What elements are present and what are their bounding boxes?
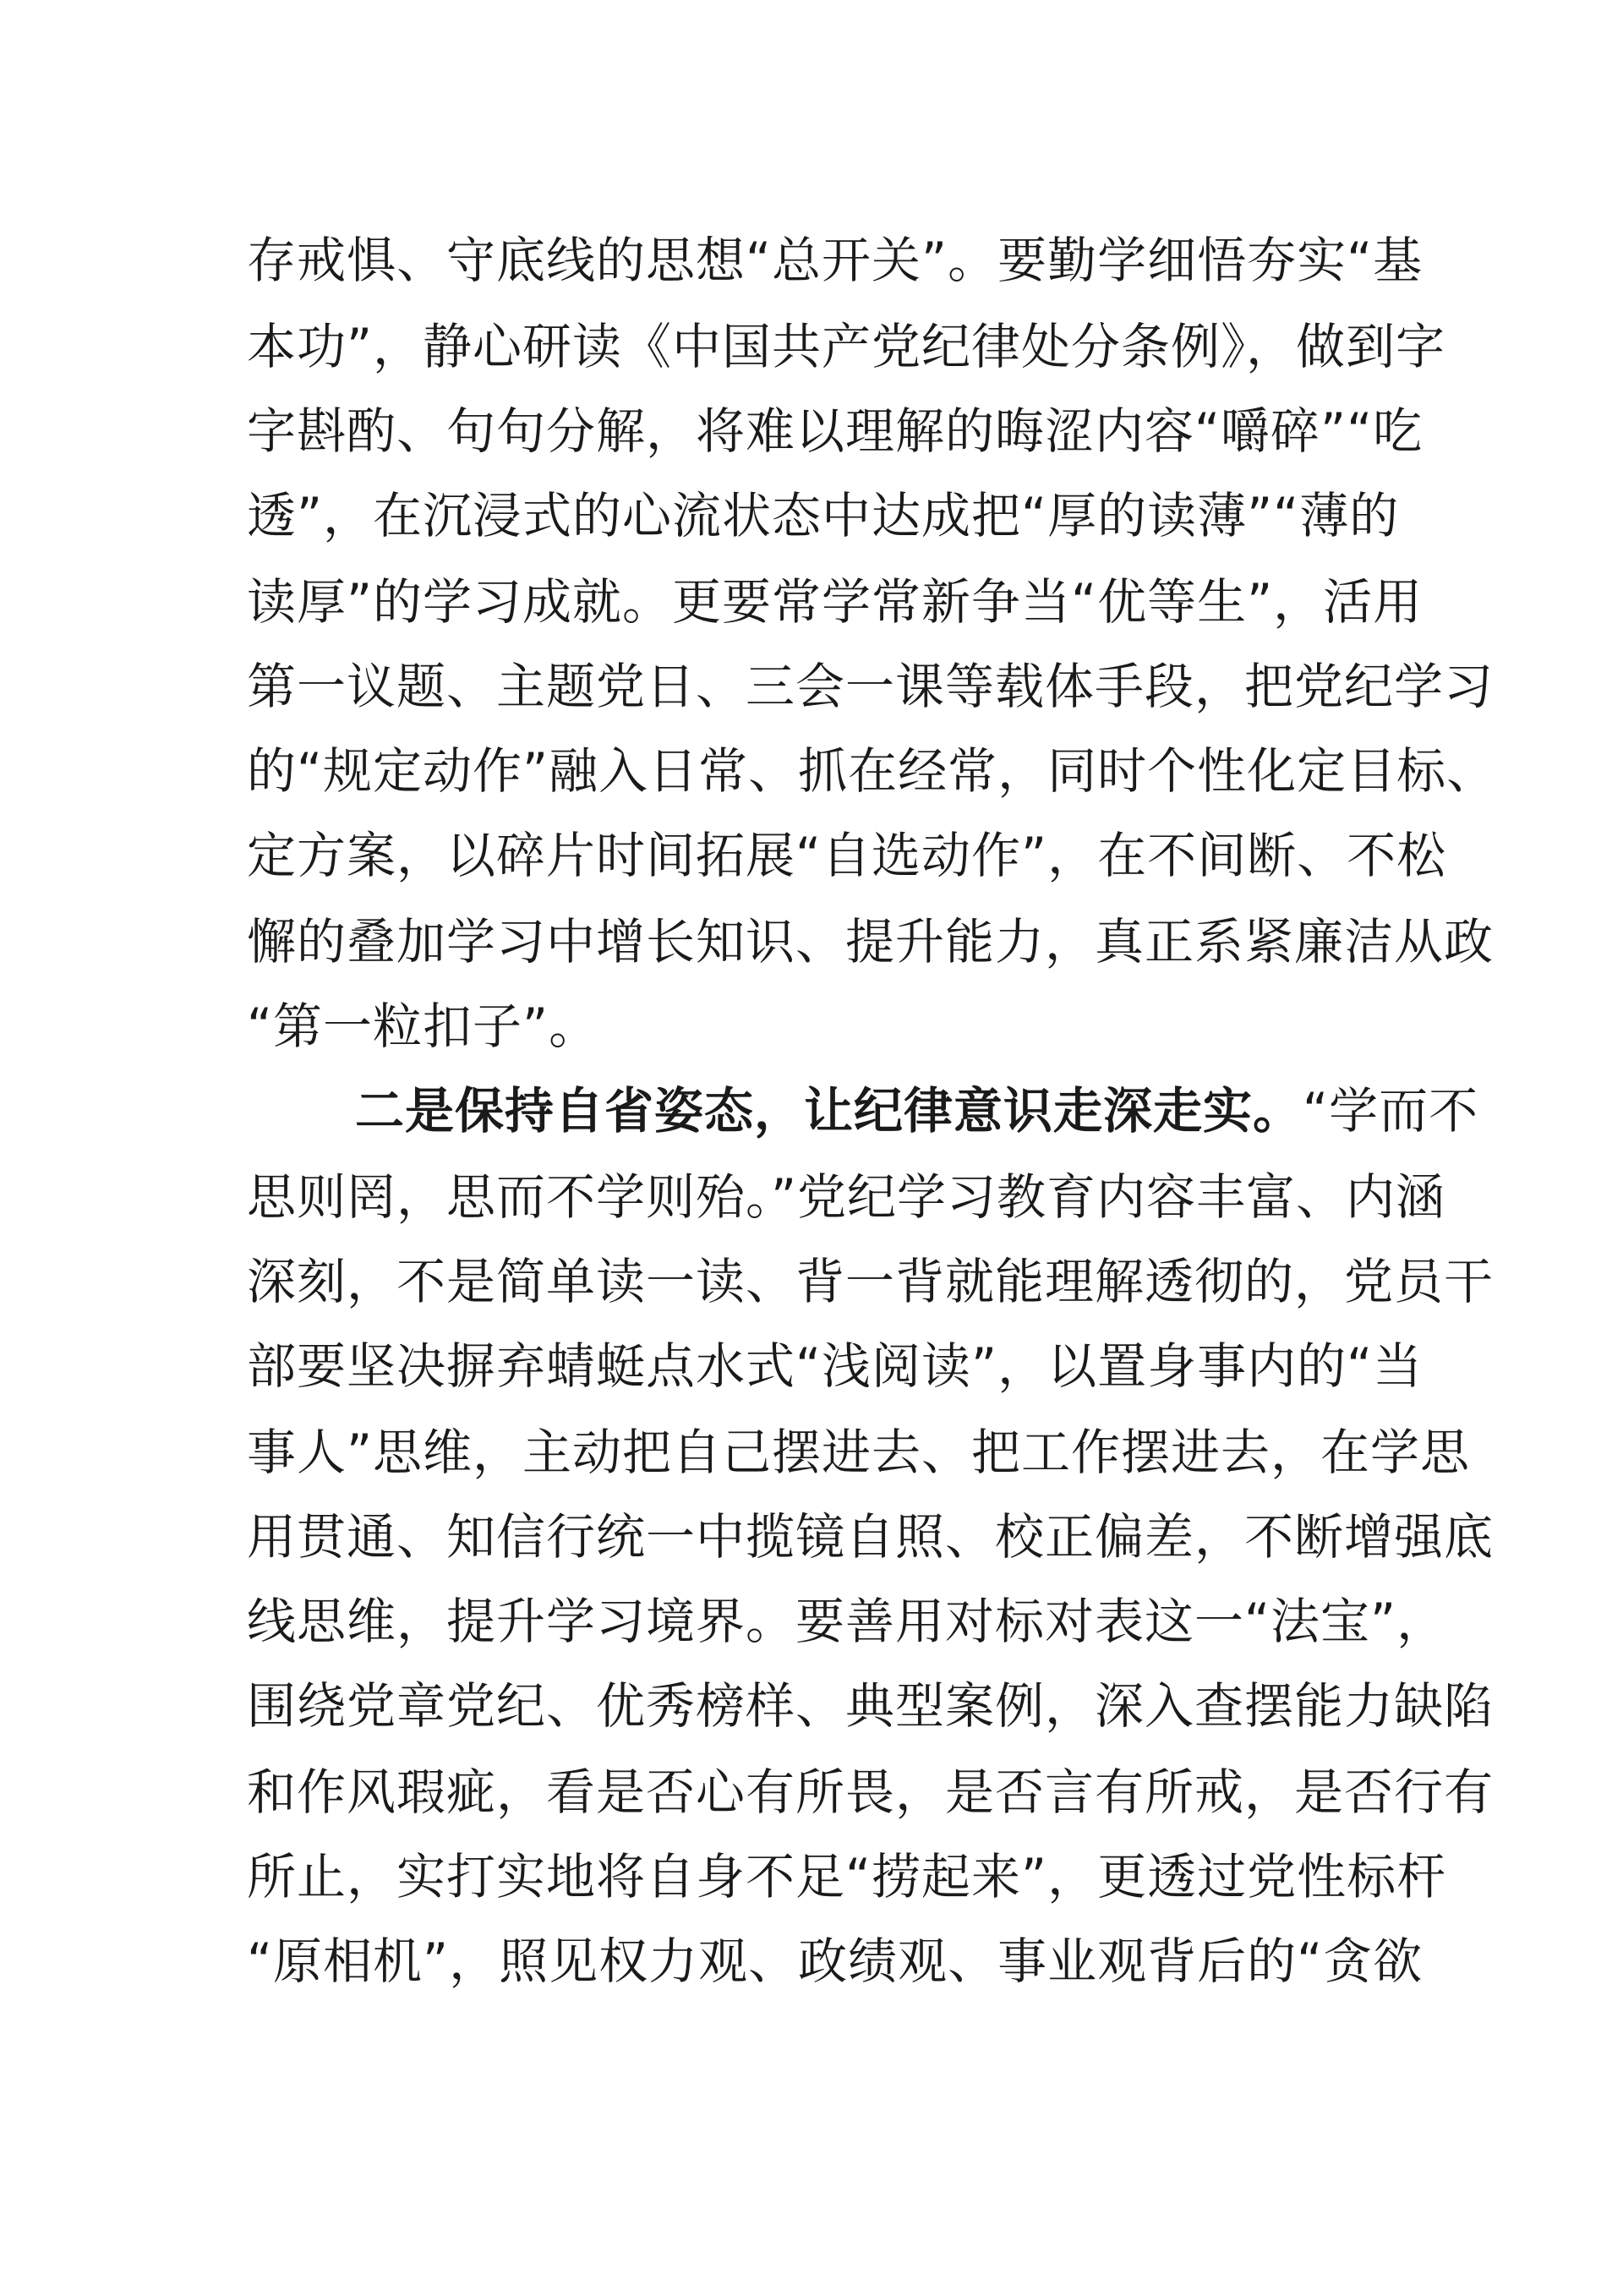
paragraph-1-line-5: 读厚”的学习成就。更要常学常新争当“优等生”，活用 [247,573,1424,631]
paragraph-1-line-4: 透”，在沉浸式的心流状态中达成把“厚的读薄”“薄的 [247,487,1400,544]
paragraph-2-line-9: 和作风瑕疵，看是否心有所畏，是否言有所戒，是否行有 [247,1763,1495,1821]
paragraph-2-line-2: 思则罔，思而不学则殆。”党纪学习教育内容丰富、内涵 [247,1168,1446,1226]
paragraph-2-line-8: 围绕党章党纪、优秀榜样、典型案例，深入查摆能力缺陷 [247,1677,1495,1735]
paragraph-1-line-3: 字斟酌、句句分解，将难以理解的晦涩内容“嚼碎”“吃 [247,402,1424,460]
paragraph-1-line-1: 存戒惧、守底线的思想“总开关”。要勤学细悟夯实“基 [247,232,1424,289]
paragraph-2-line-1 [355,1069,1478,1153]
paragraph-2-quote-start: “学而不 [1303,1082,1479,1140]
paragraph-1-line-10: “第一粒扣子”。 [247,998,599,1055]
paragraph-1-line-8: 定方案，以碎片时间拓展“自选动作”，在不间断、不松 [247,827,1447,884]
paragraph-2-line-10: 所止，实打实地将自身不足“捞起来”，更透过党性标杆 [247,1848,1447,1905]
paragraph-1-line-2: 本功”，静心研读《中国共产党纪律处分条例》，做到字 [247,318,1446,375]
paragraph-2-heading: 二是保持自省姿态，让纪律意识走深走实。 [355,1082,1303,1140]
paragraph-2-line-3: 深刻，不是简单读一读、背一背就能理解透彻的，党员干 [247,1253,1495,1310]
paragraph-2-line-11: “原相机”，照见权力观、政绩观、事业观背后的“贪欲 [247,1932,1424,1990]
paragraph-2-line-6: 用贯通、知信行统一中揽镜自照、校正偏差，不断增强底 [247,1508,1495,1566]
paragraph-1-line-7: 的“规定动作”融入日常、抓在经常，同时个性化定目标、 [247,742,1497,800]
paragraph-1-line-6: 第一议题、主题党日、三会一课等载体手段，把党纪学习 [247,658,1495,715]
paragraph-2-line-7: 线思维，提升学习境界。要善用对标对表这一“法宝”， [247,1593,1447,1650]
paragraph-1-line-9: 懈的叠加学习中增长知识、提升能力，真正系紧廉洁从政 [247,913,1495,970]
paragraph-2-line-4: 部要坚决摒弃蜻蜓点水式“浅阅读”，以置身事内的“当 [247,1337,1424,1395]
paragraph-2-line-5: 事人”思维，主动把自己摆进去、把工作摆进去，在学思 [247,1424,1471,1481]
